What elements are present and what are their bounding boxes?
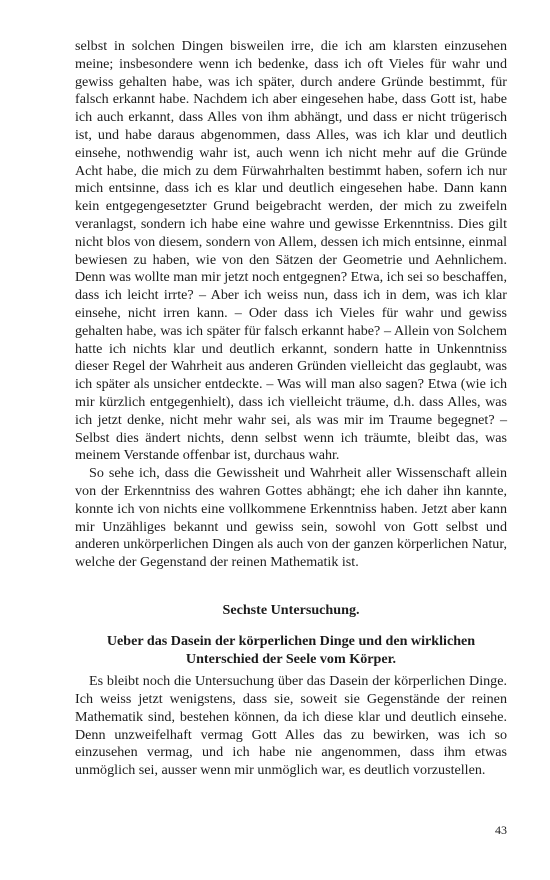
body-paragraph-continued: selbst in solchen Dingen bisweilen irre, die ich am klarsten einzusehen meine; insbesondere wenn ich bedenke, dass ich oft Vieles für wahr und gewiss gehalten habe, was ich später, durch andere Gründe bestimmt, für falsch erkannt habe. Nachdem ich aber eingesehen habe, dass Gott ist, habe ich auch erkannt, dass Alles von ihm abhängt, und dass er nicht trügerisch ist, und habe daraus abgenommen, dass Alles, was ich klar und deutlich einsehe, nothwendig wahr ist, auch wenn ich nicht mehr auf die Gründe Acht habe, die mich zu dem Fürwahrhalten bestimmt haben, sofern ich nur mich entsinne, dass ich es klar und deutlich eingesehen habe. Dann kann kein entgegengesetzter Grund beigebracht werden, der mich zu zweifeln veranlagst, sondern ich habe eine wahre und gewisse Erkenntniss. Dies gilt nicht blos von diesem, sondern von Allem, dessen ich mich entsinne, einmal bewiesen zu haben, wie von den Sätzen der Geometrie und Aehnlichem. Denn was wollte man mir jetzt noch entgegnen? Etwa, ich sei so beschaffen, dass ich leicht irrte? – Aber ich weiss nun, dass ich in dem, was ich klar einsehe, nicht irren kann. – Oder dass ich Vieles für wahr und gewiss gehalten habe, was ich später für falsch erkannt habe? – Allein von Solchem hatte ich nichts klar und deutlich erkannt, sondern hatte in Unkenntniss dieser Regel der Wahrheit aus anderen Gründen vielleicht das geglaubt, was ich später als unsicher entdeckte. – Was will man also sagen? Etwa (wie ich mir kürzlich entgegenhielt), dass ich vielleicht träume, d.h. dass Alles, was ich jetzt denke, nicht mehr wahr sei, als was mir im Traume begegnet? – Selbst dies ändert nichts, denn selbst wenn ich träumte, bleibt das, was meinem Verstande offenbar ist, durchaus wahr.	[75, 38, 507, 464]
page-number: 43	[495, 823, 507, 837]
book-page	[75, 38, 507, 780]
section-title: Sechste Untersuchung.	[222, 601, 360, 618]
body-paragraph: Es bleibt noch die Untersuchung über das Dasein der körperlichen Dinge. Ich weiss jetzt wenigstens, dass sie, soweit sie Gegenstände der reinen Mathematik sind, bestehen können, da ich diese klar und deutlich einsehe. Denn unzweifelhaft vermag Gott Alles das zu bewirken, was ich so einzusehen vermag, und ich habe nie angenommen, dass ihm etwas unmöglich sei, ausser wenn mir unmöglich war, es deutlich vorzustellen.	[75, 673, 507, 779]
section-subtitle: Ueber das Dasein der körperlichen Dinge und den wirklichen Unterschied der Seele vom Körper.	[106, 632, 476, 667]
body-paragraph: So sehe ich, dass die Gewissheit und Wahrheit aller Wissenschaft allein von der Erkenntniss des wahren Gottes abhängt; ehe ich daher ihn kannte, konnte ich von nichts eine vollkommene Erkenntniss haben. Jetzt aber kann mir Unzähliges bekannt und gewiss sein, sowohl von Gott selbst und anderen unkörperlichen Dingen als auch von der ganzen körperlichen Natur, welche der Gegenstand der reinen Mathematik ist.	[75, 465, 507, 571]
